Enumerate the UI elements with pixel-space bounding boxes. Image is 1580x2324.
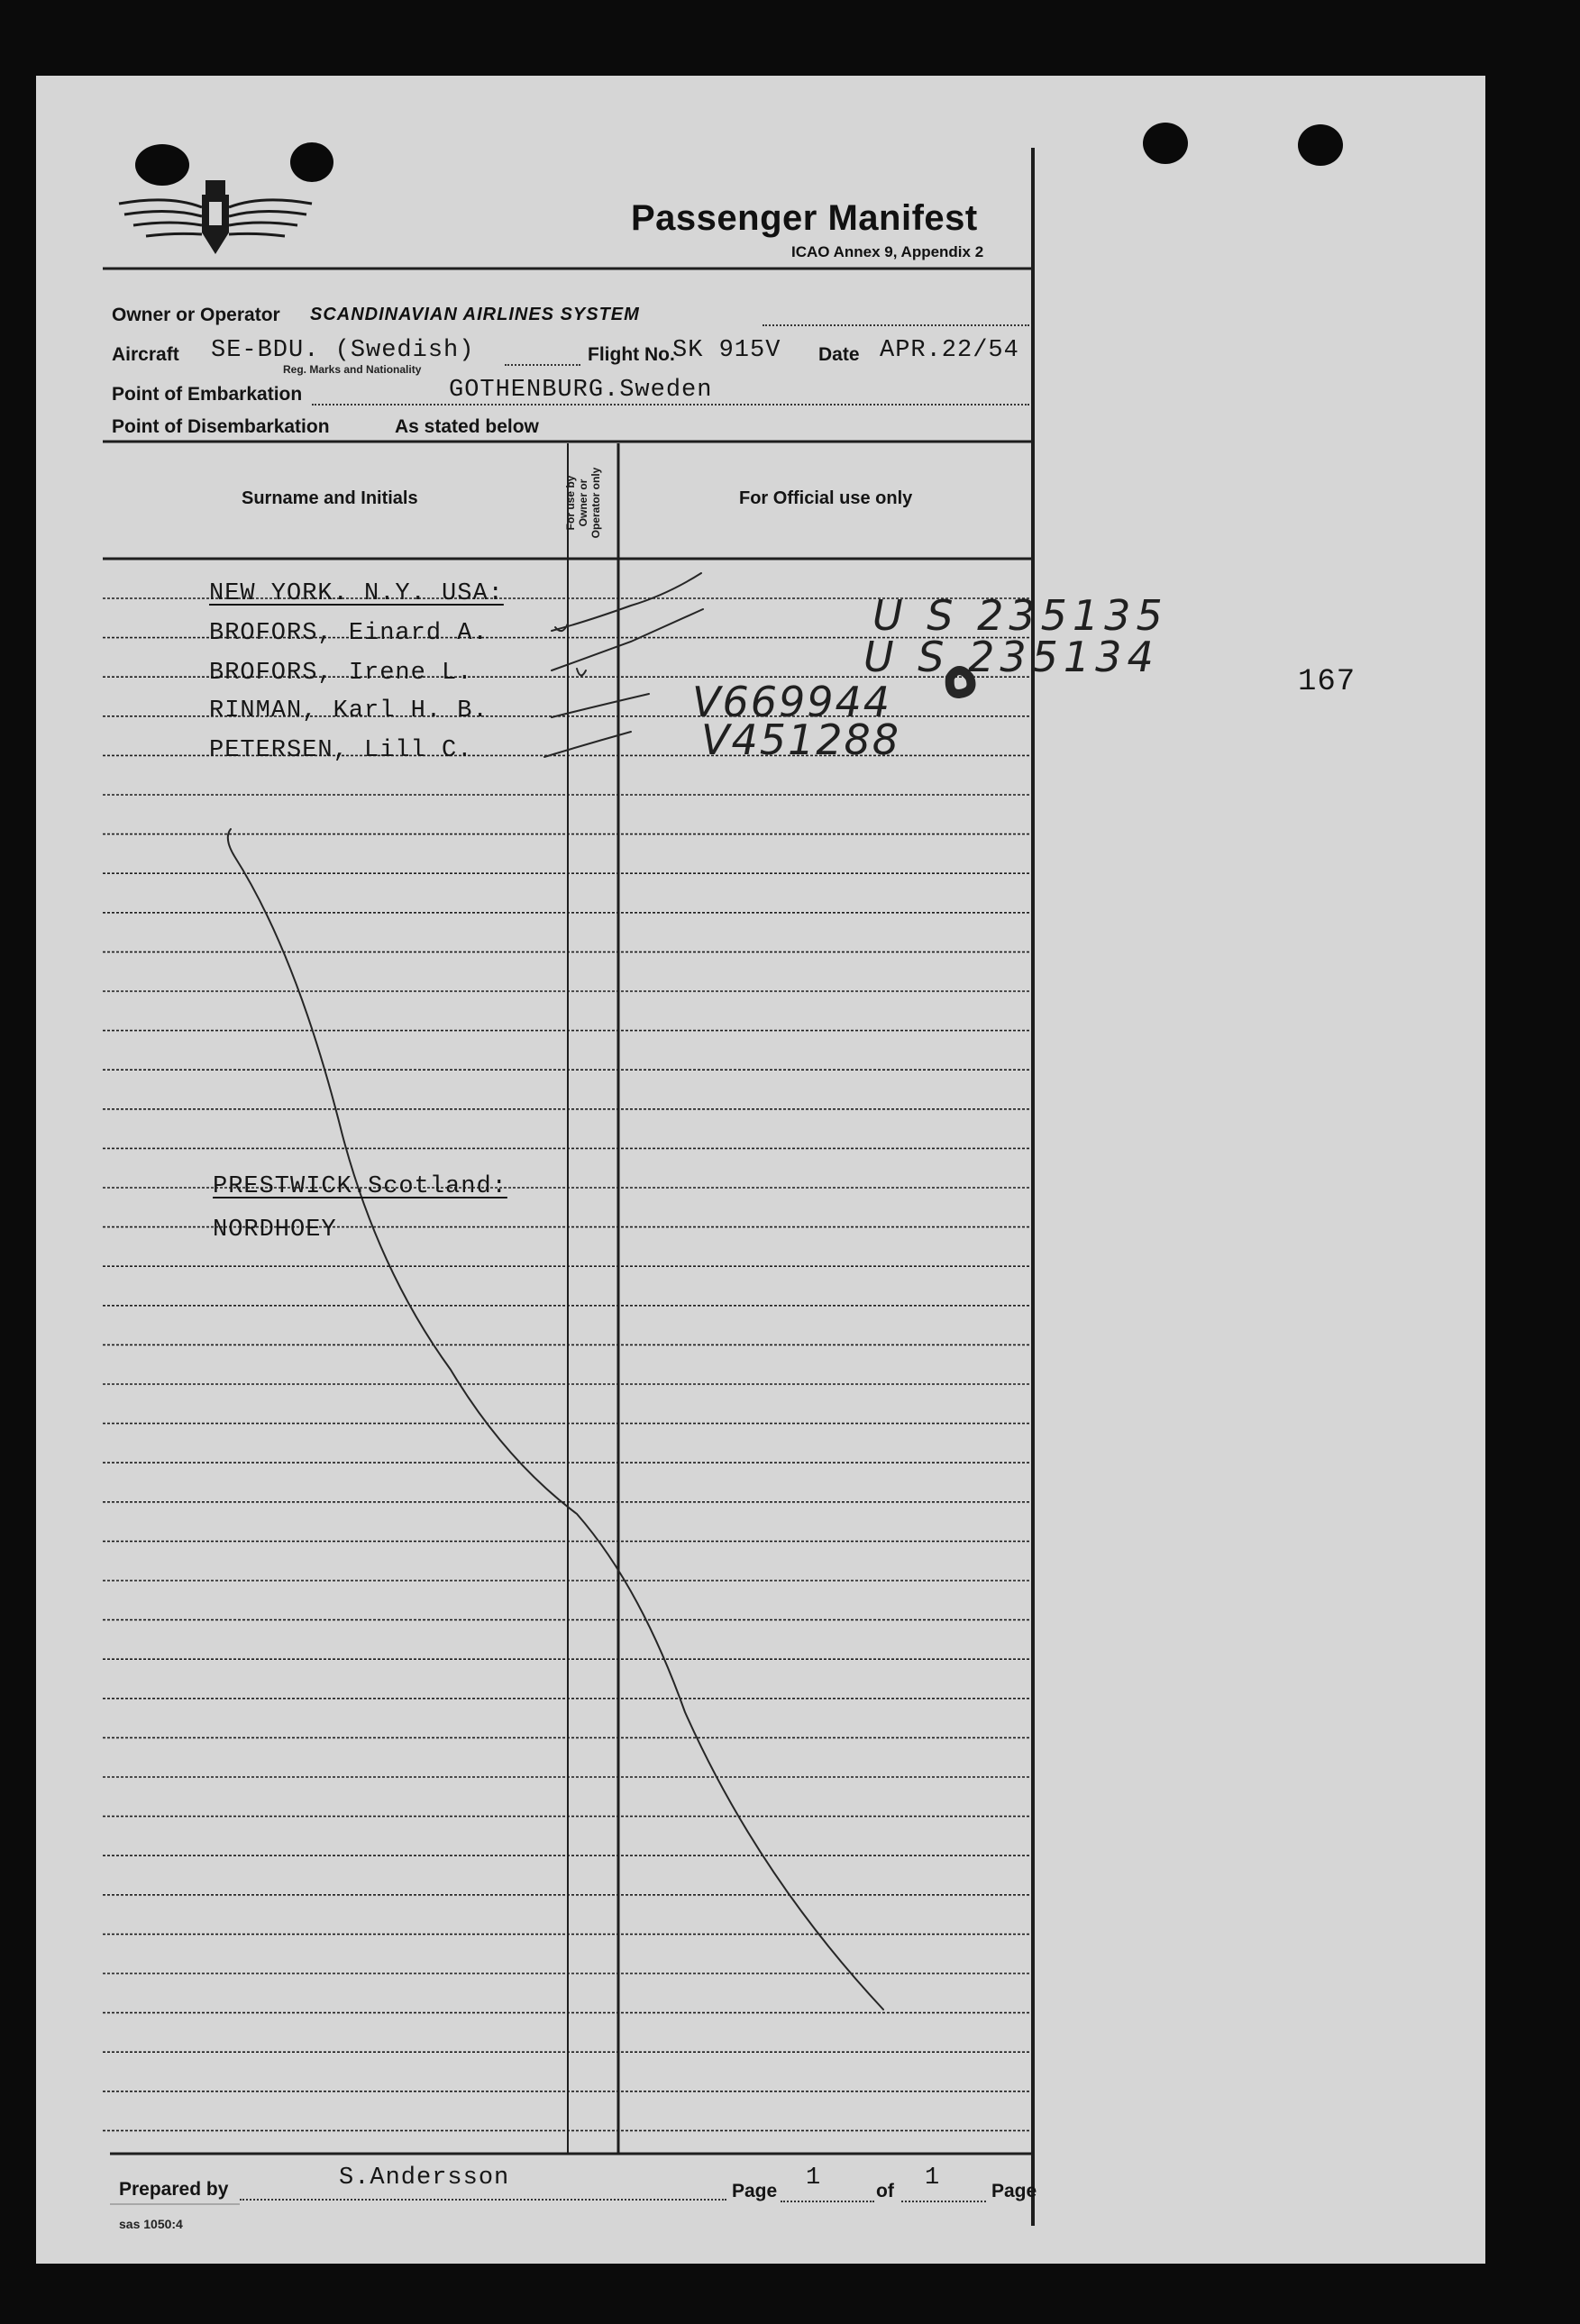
reg-marks-note: Reg. Marks and Nationality [283,363,422,376]
prepared-by-dotted-line [240,2199,726,2201]
page-label: Page [732,2181,778,2201]
flight-value: SK 915V [672,337,781,364]
check-mark-3 [552,694,649,717]
pen-stroke [228,829,883,2010]
official-number-2: U S 235134 [863,633,1159,681]
check-mark-1 [552,573,701,631]
aircraft-value: SE-BDU. (Swedish) [211,337,475,364]
page-dotted-line [781,2201,874,2202]
prepared-by-value: S.Andersson [339,2165,510,2192]
disembark-label: Point of Disembarkation [112,416,330,437]
official-number-3: V669944 [692,678,892,726]
pages-label: Page [991,2181,1037,2201]
flight-label: Flight No. [588,344,675,365]
page-value: 1 [806,2165,822,2192]
margin-number: 167 [1298,665,1356,699]
owner-label: Owner or Operator [112,305,280,325]
date-label: Date [818,344,860,365]
official-number-4: V451288 [701,715,901,764]
of-label: of [876,2181,894,2201]
entry-name-3: RINMAN, Karl H. B. [209,697,489,725]
aircraft-label: Aircraft [112,344,179,365]
form-title: Passenger Manifest [631,198,978,238]
column-header-owner-use-text: For use by Owner or Operator only [564,467,602,539]
column-header-owner-use [564,454,602,551]
entry-name-2: BROFORS, Irene L. [209,660,473,687]
prepared-by-label: Prepared by [119,2179,229,2200]
column-header-names: Surname and Initials [242,488,418,508]
entry-city-heading: NEW YORK. N.Y. USA: [209,580,504,607]
form-code: sas 1050:4 [119,2217,183,2231]
aircraft-dotted-line [505,364,580,366]
of-value: 1 [925,2165,941,2192]
owner-dotted-line [763,324,1029,326]
disembark-value: As stated below [395,416,539,437]
second-stop-entry: NORDHOEY [213,1217,337,1244]
check-tick-2 [577,669,586,676]
of-dotted-line [901,2201,986,2202]
date-value: APR.22/54 [880,337,1019,364]
check-mark-2 [552,609,703,670]
column-header-official: For Official use only [739,488,913,508]
official-number-1: U S 235135 [872,591,1168,640]
entry-name-1: BROFORS, Einard A. [209,620,489,647]
entry-name-4: PETERSEN, Lill C. [209,737,473,764]
embark-label: Point of Embarkation [112,384,303,405]
form-subtitle: ICAO Annex 9, Appendix 2 [791,243,984,260]
embark-value: GOTHENBURG.Sweden [449,377,713,404]
embark-dotted-line [312,404,1029,406]
second-stop-heading: PRESTWICK.Scotland: [213,1173,507,1200]
owner-value: SCANDINAVIAN AIRLINES SYSTEM [310,305,640,324]
